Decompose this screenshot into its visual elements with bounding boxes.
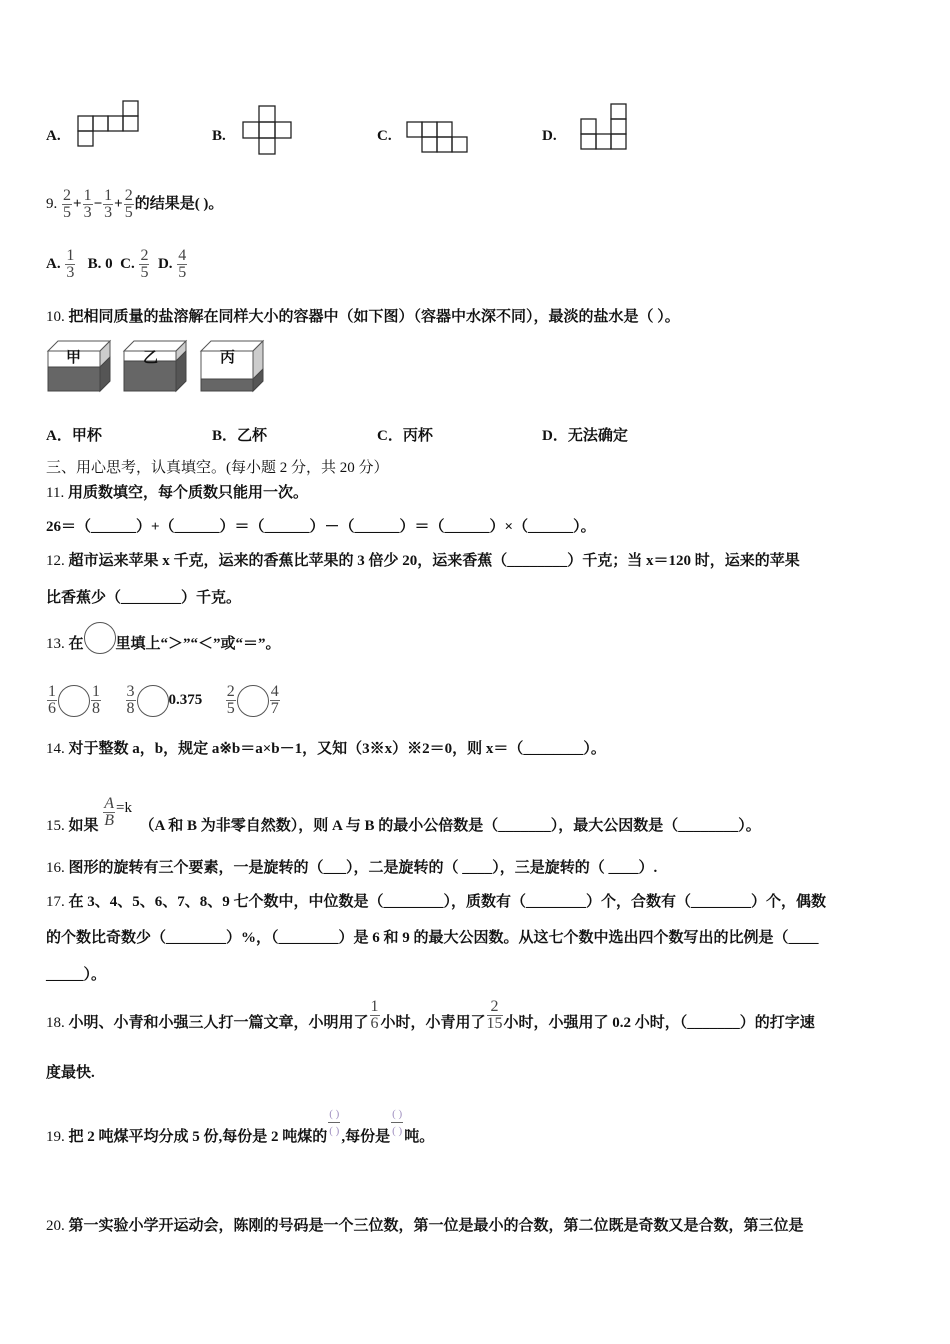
question-text: 的结果是( )。 bbox=[134, 195, 224, 212]
question-20: 20. 第一实验小学开运动会，陈刚的号码是一个三位数，第一位是最小的合数，第二位既是奇数又是合数，第三位是 bbox=[46, 1218, 804, 1234]
q10-option-c[interactable]: C．丙杯 bbox=[377, 428, 433, 444]
cup-label-jia: 甲 bbox=[66, 350, 82, 366]
circle-icon bbox=[84, 622, 116, 654]
fraction: $\frac{1}{3}$ bbox=[104, 187, 113, 221]
q8-option-c[interactable]: C. bbox=[377, 128, 392, 144]
question-13-items bbox=[46, 684, 281, 717]
answer-circle[interactable] bbox=[237, 685, 269, 717]
question-17-line2: 的个数比奇数少（________）%，（________）是 6 和 9 的最大公因数。从这七个数中选出四个数写出的比例是（____ bbox=[46, 930, 819, 946]
cup-water bbox=[201, 379, 253, 391]
q10-option-b[interactable]: B．乙杯 bbox=[212, 428, 268, 444]
net-c bbox=[407, 122, 467, 152]
compare-item: $\frac{1}{6}$ $\frac{1}{8}$ bbox=[48, 683, 100, 717]
question-18: 18. 小明、小青和小强三人打一篇文章，小明用了 $\frac{1}{6}$ 小时，小青用了 $\frac{2}{15}$ 小时，小强用了 0.2 小时，（_______）的打字速 bbox=[46, 998, 815, 1033]
q10-option-a[interactable]: A．甲杯 bbox=[46, 428, 102, 444]
fraction: $\frac{A}{B}$ bbox=[104, 795, 115, 830]
fraction: $\frac{2}{15}$ bbox=[486, 998, 503, 1033]
q8-option-b[interactable]: B. bbox=[212, 128, 226, 144]
q9-option-a[interactable]: A. $\frac{1}{3}$ bbox=[46, 247, 75, 281]
q8-option-a[interactable]: A. bbox=[46, 128, 61, 144]
net-a bbox=[78, 101, 138, 146]
blank-fraction[interactable]: ( ) ( ) bbox=[329, 1108, 340, 1138]
question-9 bbox=[46, 188, 223, 221]
question-10: 10. 把相同质量的盐溶解在同样大小的容器中（如下图）（容器中水深不同），最淡的盐水是（ ）。 bbox=[46, 309, 680, 325]
question-11-equation: 26＝（______）+（______）＝（______）－（______）＝（______）×（______）。 bbox=[46, 519, 596, 535]
compare-item: $\frac{2}{5}$ $\frac{4}{7}$ bbox=[226, 683, 279, 717]
q9-option-d[interactable]: D. $\frac{4}{5}$ bbox=[157, 247, 187, 281]
question-14: 14. 对于整数 a，b，规定 a※b＝a×b－1，又知（3※x）※2＝0，则 x＝（________）。 bbox=[46, 741, 606, 757]
operator: + bbox=[73, 195, 82, 212]
operator: − bbox=[93, 195, 103, 212]
fraction: $\frac{2}{5}$ bbox=[63, 187, 71, 221]
question-11: 11. 用质数填空，每个质数只能用一次。 bbox=[46, 485, 308, 501]
question-12: 12. 超市运来苹果 x 千克，运来的香蕉比苹果的 3 倍少 20，运来香蕉（________）千克；当 x＝120 时，运来的苹果 bbox=[46, 553, 800, 569]
cup-label-yi: 乙 bbox=[143, 350, 159, 366]
answer-circle[interactable] bbox=[137, 685, 169, 717]
question-number: 9. bbox=[46, 195, 58, 212]
cup-water bbox=[48, 367, 100, 391]
q9-option-c[interactable]: C. $\frac{2}{5}$ bbox=[120, 247, 149, 281]
net-b bbox=[243, 106, 291, 154]
q9-option-b[interactable]: B. 0 bbox=[87, 255, 113, 272]
fraction: $\frac{1}{6}$ bbox=[370, 998, 379, 1033]
question-16: 16. 图形的旋转有三个要素，一是旋转的（___），二是旋转的（ ____），三是旋转的（ ____）. bbox=[46, 860, 658, 876]
question-9-options bbox=[46, 248, 188, 281]
question-17: 17. 在 3、4、5、6、7、8、9 七个数中，中位数是（________），质数有（________）个，合数有（________）个，偶数 bbox=[46, 894, 827, 910]
operator: + bbox=[114, 195, 123, 212]
question-19: 19. 把 2 吨煤平均分成 5 份,每份是 2 吨煤的 ( ) ( ) ,每份是 ( ) ( ) 吨。 bbox=[46, 1108, 435, 1145]
question-13: 13. 在 里填上“＞”“＜”或“＝”。 bbox=[46, 634, 281, 654]
net-d bbox=[581, 104, 626, 149]
question-15: 15. 如果 $\frac{A}{B}$ =k （A 和 B 为非零自然数），则 A 与 B 的最小公倍数是（_______），最大公因数是（________）。 bbox=[46, 795, 761, 834]
question-18-line2: 度最快. bbox=[46, 1065, 95, 1081]
q10-option-d[interactable]: D．无法确定 bbox=[542, 428, 628, 444]
blank-fraction[interactable]: ( ) ( ) bbox=[392, 1108, 403, 1138]
question-12-line2: 比香蕉少（________）千克。 bbox=[46, 590, 242, 606]
fraction: $\frac{2}{5}$ bbox=[124, 187, 133, 221]
cup-label-bing: 丙 bbox=[220, 350, 236, 366]
fraction: $\frac{1}{3}$ bbox=[83, 187, 92, 221]
section-3-heading: 三、用心思考，认真填空。(每小题 2 分，共 20 分） bbox=[46, 460, 389, 476]
q8-option-d[interactable]: D. bbox=[542, 128, 557, 144]
question-17-line3: _____）。 bbox=[46, 967, 107, 983]
compare-item: $\frac{3}{8}$ 0.375 bbox=[126, 683, 203, 717]
answer-circle[interactable] bbox=[58, 685, 90, 717]
